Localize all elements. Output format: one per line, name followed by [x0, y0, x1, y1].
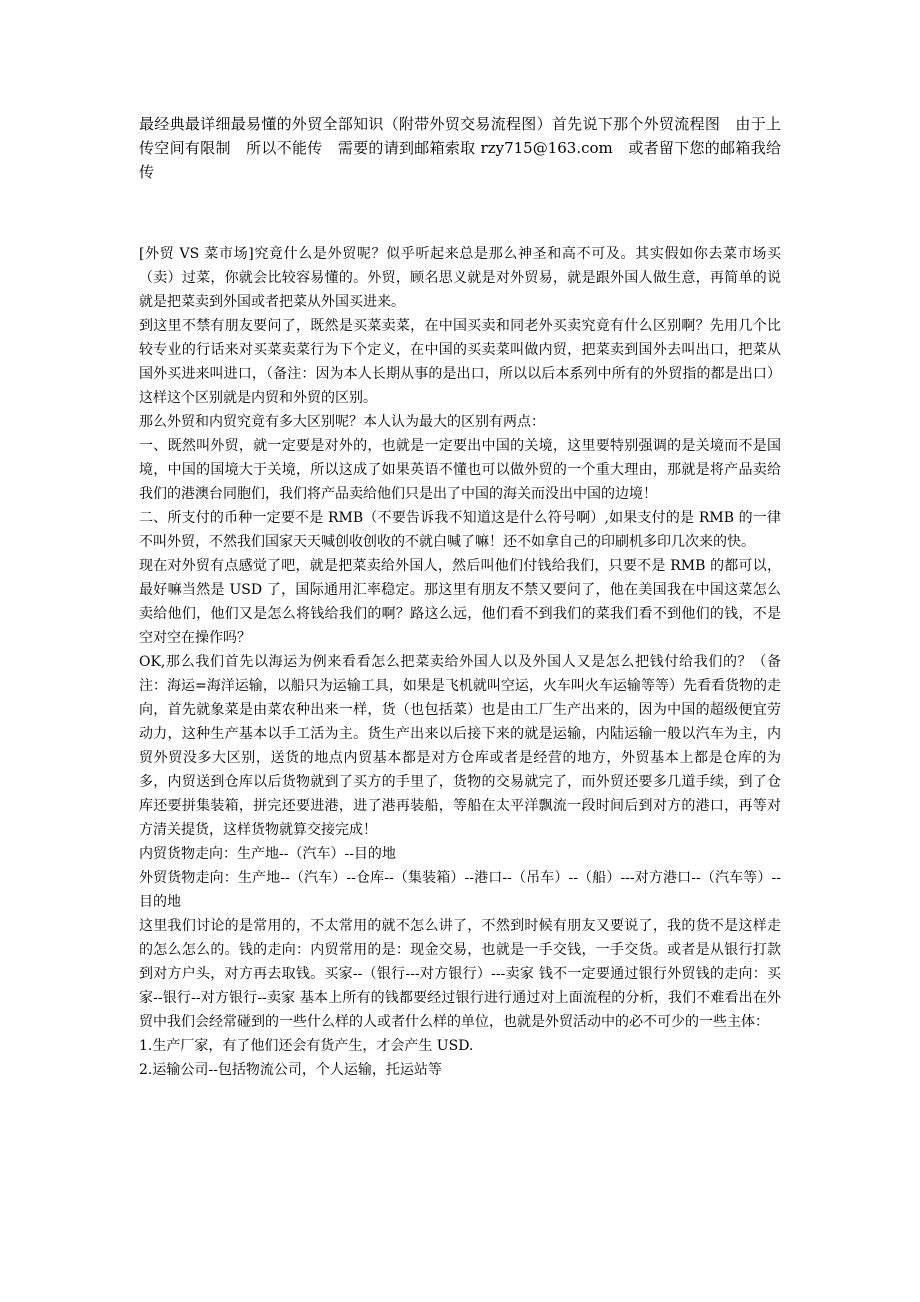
list-item-manufacturer: 1.生产厂家，有了他们还会有货产生，才会产生 USD. [139, 1038, 474, 1054]
list-item-transport: 2.运输公司--包括物流公司，个人运输，托运站等 [139, 1062, 442, 1078]
document-heading: 最经典最详细最易懂的外贸全部知识（附带外贸交易流程图）首先说下那个外贸流程图 由于上传空间有限制 所以不能传 需要的请到邮箱索取 rzy715@163.com 或者留下您的邮箱我给传 [139, 115, 781, 181]
paragraph-foreign-flow: 外贸货物走向：生产地--（汽车）--仓库--（集装箱）--港口--（吊车）--（船）---对方港口--（汽车等）--目的地 [139, 870, 781, 910]
paragraph-domestic-flow: 内贸货物走向：生产地--（汽车）--目的地 [139, 846, 396, 862]
paragraph-intro: [外贸 VS 菜市场]究竟什么是外贸呢？似乎听起来总是那么神圣和高不可及。其实假如你去菜市场买（卖）过菜，你就会比较容易懂的。外贸，顾名思义就是对外贸易，就是跟外国人做生意，再简单的说就是把菜卖到外国或者把菜从外国买进来。 [139, 246, 781, 310]
paragraph-money-flow: 这里我们讨论的是常用的，不太常用的就不怎么讲了，不然到时候有朋友又要说了，我的货不是这样走的怎么怎么的。钱的走向：内贸常用的是：现金交易，也就是一手交钱，一手交货。或者是从银行打款到对方户头，对方再去取钱。买家--（银行---对方银行）---卖家 钱不一定要通过银行外贸钱的走向：买家--银行--对方银行--卖家 基本上所有的钱都要经过银行进行通过对上面流程的分析，我们不难看出在外贸中我们会经常碰到的一些什么样的人或者什么样的单位，也就是外贸活动中的必不可少的一些主体： [139, 918, 781, 1030]
paragraph-point-one: 一、既然叫外贸，就一定要是对外的，也就是一定要出中国的关境，这里要特别强调的是关境而不是国境，中国的国境大于关境，所以这成了如果英语不懂也可以做外贸的一个重大理由，那就是将产品卖给我们的港澳台同胞们，我们将产品卖给他们只是出了中国的海关而没出中国的边境！ [139, 438, 781, 502]
spacer [139, 184, 781, 242]
document-page [139, 112, 781, 1082]
paragraph-shipping: OK,那么我们首先以海运为例来看看怎么把菜卖给外国人以及外国人又是怎么把钱付给我们的？（备注：海运=海洋运输，以船只为运输工具，如果是飞机就叫空运，火车叫火车运输等等）先看看货物的走向，首先就象菜是由菜农种出来一样，货（也包括菜）也是由工厂生产出来的，因为中国的超级便宜劳动力，这种生产基本以手工活为主。货生产出来以后接下来的就是运输，内陆运输一般以汽车为主，内贸外贸没多大区别，送货的地点内贸基本都是对方仓库或者是经营的地方，外贸基本上都是仓库的为多，内贸送到仓库以后货物就到了买方的手里了，货物的交易就完了，而外贸还要多几道手续，到了仓库还要拼集装箱，拼完还要进港，进了港再装船，等船在太平洋飘流一段时间后到对方的港口，再等对方清关提货，这样货物就算交接完成！ [139, 654, 781, 838]
paragraph-question: 那么外贸和内贸究竟有多大区别呢？本人认为最大的区别有两点： [139, 414, 545, 430]
paragraph-definition: 到这里不禁有朋友要问了，既然是买菜卖菜，在中国买卖和同老外买卖究竟有什么区别啊？先用几个比较专业的行话来对买菜卖菜行为下个定义，在中国的买卖菜叫做内贸，把菜卖到国外去叫出口，把菜从国外买进来叫进口，（备注：因为本人长期从事的是出口，所以以后本系列中所有的外贸指的都是出口）这样这个区别就是内贸和外贸的区别。 [139, 318, 781, 406]
paragraph-currency: 现在对外贸有点感觉了吧，就是把菜卖给外国人，然后叫他们付钱给我们，只要不是 RMB 的都可以，最好嘛当然是 USD 了，国际通用汇率稳定。那这里有朋友不禁又要问了，他在美国我在中国这菜怎么卖给他们，他们又是怎么将钱给我们的啊？路这么远，他们看不到我们的菜我们看不到他们的钱，不是空对空在操作吗？ [139, 558, 781, 646]
paragraph-point-two: 二、所支付的币种一定要不是 RMB（不要告诉我不知道这是什么符号啊）,如果支付的是 RMB 的一律不叫外贸，不然我们国家天天喊创收创收的不就白喊了嘛！还不如拿自己的印刷机多印几次来的快。 [139, 510, 781, 550]
